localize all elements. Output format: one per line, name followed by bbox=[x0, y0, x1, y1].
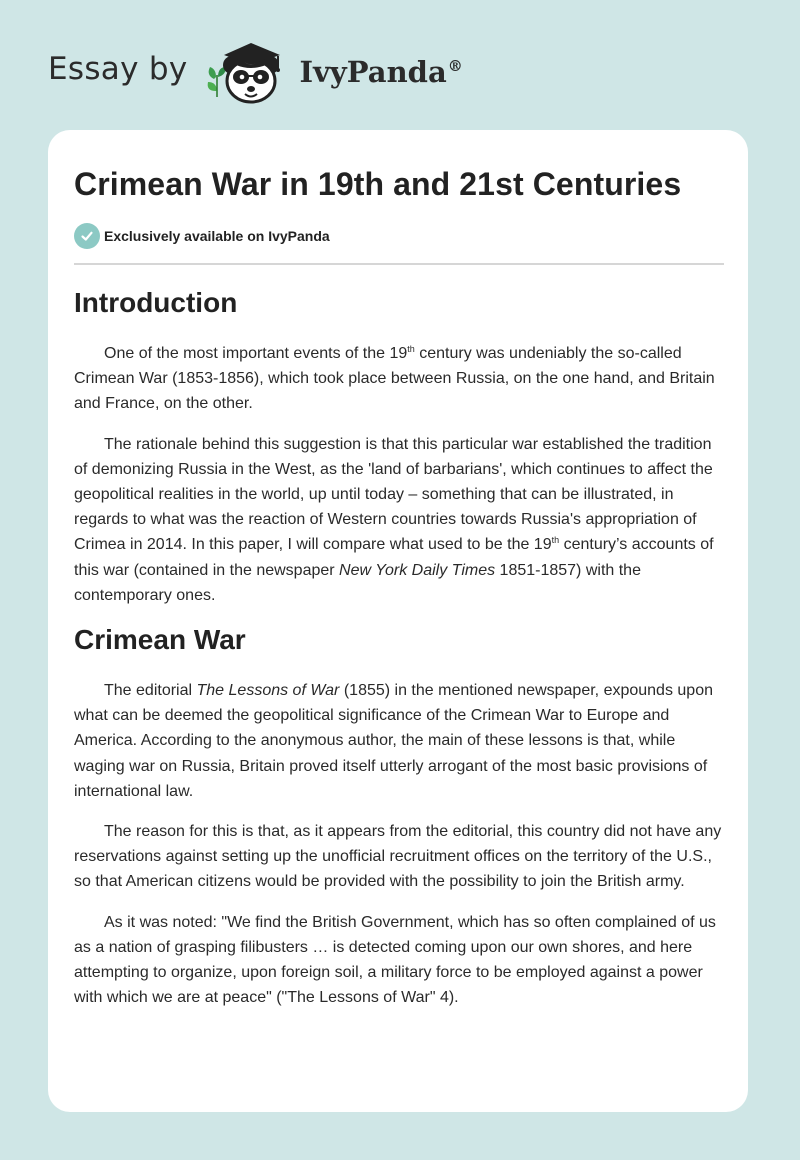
brand-name bbox=[300, 55, 463, 89]
brand-name-text: IvyPanda bbox=[299, 55, 447, 89]
paragraph-text: 1851-1857) with the contemporary ones. bbox=[74, 561, 641, 604]
superscript: th bbox=[551, 535, 560, 546]
title-divider bbox=[74, 263, 724, 265]
paragraph-text: The editorial bbox=[104, 682, 197, 700]
paragraph bbox=[74, 432, 724, 608]
paragraph-text: (1855) in the mentioned newspaper, expounds upon what can be deemed the geopolitical significance of the Crimean War to Europe and America. According to the anonymous author, the main of these lessons is that, while waging war on Russia, Britain proved itself utterly arrogant of the most basic provisions of international law. bbox=[74, 682, 713, 800]
ivypanda-logo-icon bbox=[202, 35, 294, 107]
section-body-introduction bbox=[74, 341, 722, 608]
exclusive-label: Exclusively available on IvyPanda bbox=[104, 228, 330, 244]
brand-prefix: Essay by bbox=[48, 51, 188, 87]
essay-title: Crimean War in 19th and 21st Centuries bbox=[74, 166, 682, 202]
newspaper-title: New York Daily Times bbox=[339, 561, 496, 579]
paragraph bbox=[74, 341, 724, 417]
paragraph bbox=[74, 678, 724, 804]
paragraph-text: century’s accounts of this war (contained in the newspaper bbox=[74, 536, 714, 579]
paragraph-text: century was undeniably the so-called Crimean War (1853-1856), which took place between Russia, on the one hand, and Britain and France, on the other. bbox=[74, 345, 715, 413]
exclusive-badge bbox=[74, 222, 722, 250]
paragraph: As it was noted: "We find the British Government, which has so often complained of us as a nation of grasping filibusters … is detected coming upon our own shores, and here attempting to organize, upon foreign soil, a military force to be employed against a power with which we are at peace" ("The Lessons of War" 4). bbox=[74, 913, 716, 1007]
check-icon bbox=[74, 223, 100, 249]
registered-mark: ® bbox=[447, 57, 463, 76]
editorial-title: The Lessons of War bbox=[196, 682, 340, 700]
section-heading-crimean-war: Crimean War bbox=[74, 624, 246, 656]
paragraph-text: One of the most important events of the 19 bbox=[104, 345, 408, 362]
superscript: th bbox=[407, 344, 415, 354]
site-header-logo[interactable] bbox=[48, 36, 463, 106]
section-body-crimean-war bbox=[74, 678, 722, 1010]
paragraph-text: The rationale behind this suggestion is that this particular war established the tradition of demonizing Russia in the West, as the 'land of barbarians', which continues to affect the geopolitical realities in the world, up until today – something that can be illustrated, in regards to what was the reaction of Western countries towards Russia's appropriation of Crimea in 2014. In this paper, I will compare what used to be the 19 bbox=[74, 435, 713, 554]
section-heading-introduction: Introduction bbox=[74, 287, 238, 318]
essay-card bbox=[48, 130, 748, 1112]
paragraph: The reason for this is that, as it appears from the editorial, this country did not have any reservations against setting up the unofficial recruitment offices on the territory of the U.S., so that American citizens would be provided with the possibility to join the British army. bbox=[74, 823, 722, 891]
